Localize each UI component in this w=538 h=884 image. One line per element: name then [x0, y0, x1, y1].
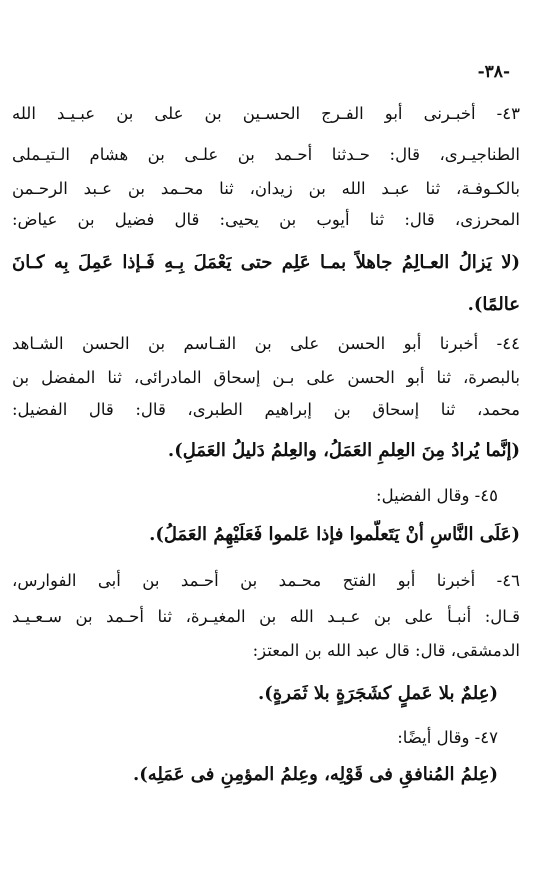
quote-line: عالمًا).	[467, 294, 520, 315]
text-line: ٤٧- وقال أيضًا:	[397, 728, 498, 747]
quote-line: (عِلمٌ بلا عَملٍ كشَجَرَةٍ بلا ثَمَرةٍ).	[258, 683, 498, 704]
text-line: ٤٤- أخبرنا أبو الحسن على بن القـاسم بن الحسن الشـاهد	[12, 334, 520, 353]
text-line: بالبصرة، ثنا أبو الحسن على بـن إسحاق المادرائى، ثنا المفضل بن	[12, 368, 520, 387]
text-line: ٤٣- أخبـرنى أبو الفـرج الحسـين بن على بن عبـيـد الله	[12, 104, 520, 123]
text-line: المحرزى، قال: ثنا أيوب بن يحيى: قال فضيل بن عياض:	[12, 210, 520, 229]
text-line: ٤٥- وقال الفضيل:	[376, 486, 498, 505]
quote-line: (عَلَى النَّاسِ أنْ يَتَعلَّموا فإذا عَلموا فَعَلَيْهِمُ العَمَلُ).	[149, 524, 520, 545]
quote-line: (إنَّما يُرادُ مِنَ العِلمِ العَمَلُ، والعِلمُ دَليلُ العَمَلِ).	[167, 440, 520, 461]
quote-line: (لا يَزالُ العـالِمُ جاهلاً بمـا عَلِم حتى يَعْمَلَ بِـهِ فَـإذا عَمِلَ بِه كـانَ	[12, 252, 520, 273]
text-line: ٤٦- أخبرنا أبو الفتح محـمد بن أحـمد بن أبى الفوارس،	[12, 571, 520, 590]
page-number: -٣٨-	[477, 62, 510, 82]
quote-line: (عِلمُ المُنافقِ فى قَوْلِه، وعِلمُ المؤمِنِ فى عَمَلِه).	[133, 764, 498, 785]
text-line: محمد، ثنا إسحاق بن إبراهيم الطبرى، قال: قال الفضيل:	[12, 400, 520, 419]
text-line: الدمشقى، قال: قال عبد الله بن المعتز:	[252, 641, 520, 660]
text-line: الطناجيـرى، قال: حـدثنا أحـمد بن علـى بن هشام الـتيـملى	[12, 145, 520, 164]
text-line: قـال: أنبـأ على بن عـبـد الله بن المغيـرة، ثنا أحـمد بن سـعـيـد	[12, 607, 520, 626]
text-line: بالكـوفـة، ثنا عبـد الله بن زيدان، ثنا محـمد بن عـبد الرحـمن	[12, 179, 520, 198]
